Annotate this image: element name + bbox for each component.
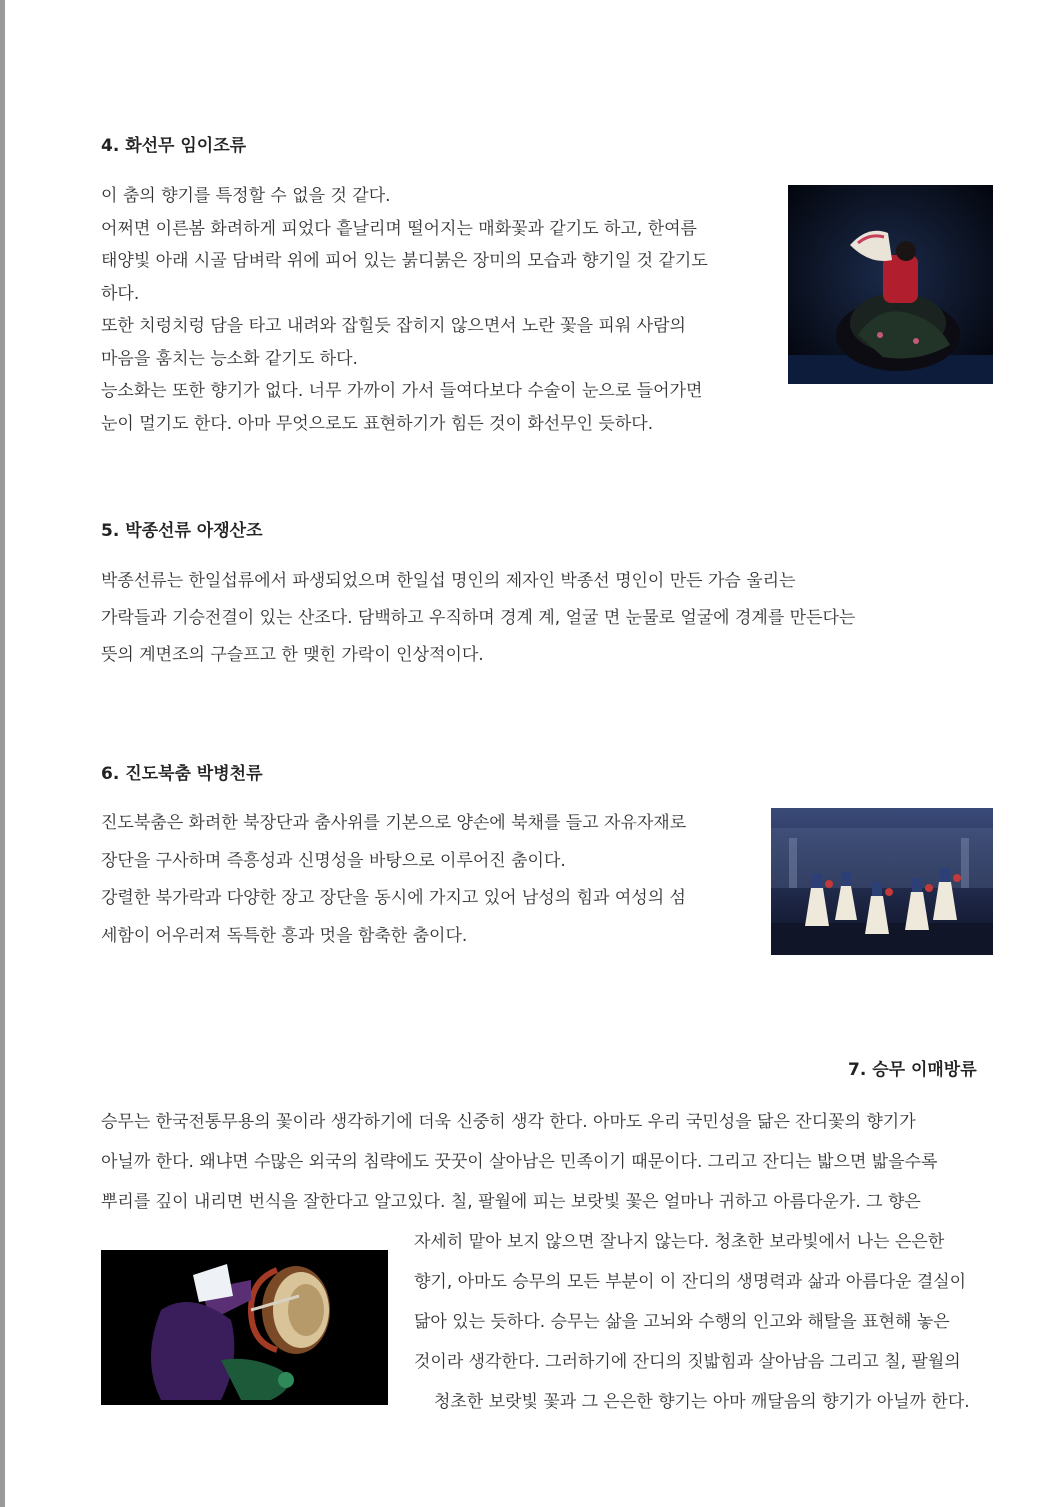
body-line: 또한 치렁치렁 담을 타고 내려와 잡힐듯 잡히지 않으면서 노란 꽃을 피워 사람의 xyxy=(101,316,686,336)
section-body-seungmu-wrapped xyxy=(414,1222,994,1422)
page-left-edge xyxy=(0,0,5,1507)
body-line: 능소화는 또한 향기가 없다. 너무 가까이 가서 들여다보다 수술이 눈으로 들어가면 xyxy=(101,381,703,401)
body-line: 뜻의 계면조의 구슬프고 한 맺힌 가락이 인상적이다. xyxy=(101,645,484,665)
body-line: 세함이 어우러져 독특한 흥과 멋을 함축한 춤이다. xyxy=(101,925,468,946)
body-line: 눈이 멀기도 한다. 아마 무엇으로도 표현하기가 힘든 것이 화선무인 듯하다. xyxy=(101,413,654,434)
body-line: 것이라 생각한다. 그러하기에 잔디의 짓밟힘과 살아남음 그리고 칠, 팔월의 xyxy=(414,1352,961,1372)
body-line: 진도북춤은 화려한 북장단과 춤사위를 기본으로 양손에 북채를 들고 자유자재로 xyxy=(101,813,687,833)
seungmu-drum-dancer-photo xyxy=(101,1250,388,1405)
body-line: 뿌리를 깊이 내리면 번식을 잘한다고 알고있다. 칠, 팔월에 피는 보랏빛 꽃은 얼마나 귀하고 아름다운가. 그 향은 xyxy=(101,1192,921,1212)
section-body-ajaeng-sanjo xyxy=(101,563,855,674)
body-line: 닮아 있는 듯하다. 승무는 삶을 고뇌와 수행의 인고와 해탈을 표현해 놓은 xyxy=(414,1312,950,1332)
body-line: 자세히 맡아 보지 않으면 잘나지 않는다. 청초한 보라빛에서 나는 은은한 xyxy=(414,1232,945,1252)
body-line: 청초한 보랏빛 꽃과 그 은은한 향기는 아마 깨달음의 향기가 아닐까 한다. xyxy=(434,1392,970,1412)
body-line: 태양빛 아래 시골 담벼락 위에 피어 있는 붉디붉은 장미의 모습과 향기일 것 같기도 xyxy=(101,251,708,271)
section-title-ajaeng-sanjo: 5. 박종선류 아쟁산조 xyxy=(101,521,263,541)
body-line: 향기, 아마도 승무의 모든 부분이 이 잔디의 생명력과 삶과 아름다운 결실이 xyxy=(414,1272,967,1292)
body-line: 장단을 구사하며 즉흥성과 신명성을 바탕으로 이루어진 춤이다. xyxy=(101,850,566,871)
body-line: 하다. xyxy=(101,283,140,304)
jindo-bukchum-dancers-photo xyxy=(771,808,993,955)
body-line: 박종선류는 한일섭류에서 파생되었으며 한일섭 명인의 제자인 박종선 명인이 만든 가슴 울리는 xyxy=(101,571,796,591)
body-line: 승무는 한국전통무용의 꽃이라 생각하기에 더욱 신중히 생각 한다. 아마도 우리 국민성을 닮은 잔디꽃의 향기가 xyxy=(101,1112,916,1132)
section-body-jindo-bukchum xyxy=(101,805,686,955)
hwaseonmu-dancer-photo xyxy=(788,185,993,384)
body-line: 강렬한 북가락과 다양한 장고 장단을 동시에 가지고 있어 남성의 힘과 여성의 섬 xyxy=(101,888,686,908)
section-title-seungmu: 7. 승무 이매방류 xyxy=(848,1060,977,1080)
section-title-jindo-bukchum: 6. 진도북춤 박병천류 xyxy=(101,764,263,784)
section-body-seungmu-full xyxy=(101,1102,937,1222)
body-line: 아닐까 한다. 왜냐면 수많은 외국의 침략에도 꿋꿋이 살아남은 민족이기 때문이다. 그리고 잔디는 밟으면 밟을수록 xyxy=(101,1152,938,1172)
body-line: 이 춤의 향기를 특정할 수 없을 것 같다. xyxy=(101,186,391,206)
body-line: 가락들과 기승전결이 있는 산조다. 담백하고 우직하며 경계 계, 얼굴 면 눈물로 얼굴에 경계를 만든다는 xyxy=(101,608,856,628)
body-line: 마음을 훔치는 능소화 같기도 하다. xyxy=(101,348,358,369)
body-line: 어쩌면 이른봄 화려하게 피었다 흩날리며 떨어지는 매화꽃과 같기도 하고, 한여름 xyxy=(101,218,697,239)
section-title-hwaseonmu: 4. 화선무 임이조류 xyxy=(101,136,247,156)
section-body-hwaseonmu xyxy=(101,180,708,440)
